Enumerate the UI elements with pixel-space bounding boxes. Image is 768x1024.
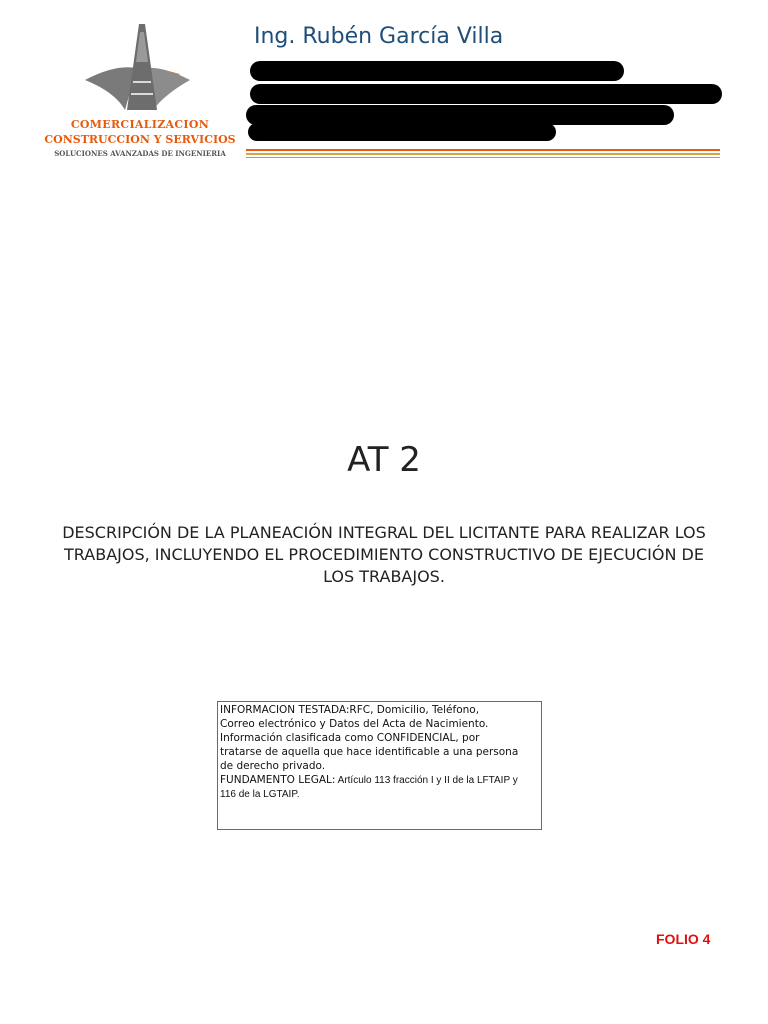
description-line-2: TRABAJOS, INCLUYENDO EL PROCEDIMIENTO CONSTRUCTIVO DE EJECUCIÓN DE bbox=[64, 545, 704, 564]
redaction-bar-4 bbox=[248, 123, 556, 141]
notice-line-1: INFORMACION TESTADA:RFC, Domicilio, Teléfono, bbox=[220, 704, 480, 716]
tower-emblem-icon bbox=[85, 22, 195, 117]
notice-line-2: Correo electrónico y Datos del Acta de Nacimiento. bbox=[220, 718, 489, 730]
folio-number: FOLIO 4 bbox=[656, 931, 711, 947]
company-logo bbox=[40, 22, 240, 162]
notice-line-5: de derecho privado. bbox=[220, 760, 326, 772]
header-divider-orange bbox=[246, 149, 720, 151]
legal-label: FUNDAMENTO LEGAL: bbox=[220, 774, 336, 786]
header-name: Ing. Rubén García Villa bbox=[254, 24, 504, 49]
document-title: AT 2 bbox=[347, 440, 421, 480]
redaction-bar-1 bbox=[250, 61, 624, 81]
legal-text-1: Artículo 113 fracción I y II de la LFTAIP y bbox=[335, 775, 518, 786]
document-description bbox=[44, 522, 724, 588]
notice-line-4: tratarse de aquella que hace identificable a una persona bbox=[220, 746, 519, 758]
confidential-notice-box bbox=[217, 701, 542, 830]
header-divider-gold bbox=[246, 153, 720, 155]
logo-text-line-1: COMERCIALIZACION bbox=[70, 118, 210, 131]
redaction-bar-3 bbox=[246, 105, 674, 125]
legal-basis-line bbox=[220, 773, 539, 788]
legal-text-2: 116 de la LGTAIP. bbox=[220, 789, 300, 800]
logo-text-line-2: CONSTRUCCION Y SERVICIOS bbox=[44, 133, 236, 146]
header-divider-grey bbox=[246, 157, 720, 158]
notice-line-3: Información clasificada como CONFIDENCIAL, por bbox=[220, 732, 480, 744]
logo-text-line-3: SOLUCIONES AVANZADAS DE INGENIERIA bbox=[54, 149, 226, 158]
description-line-3: LOS TRABAJOS. bbox=[323, 567, 445, 586]
redaction-bar-2 bbox=[250, 84, 722, 104]
description-line-1: DESCRIPCIÓN DE LA PLANEACIÓN INTEGRAL DEL LICITANTE PARA REALIZAR LOS bbox=[62, 523, 706, 542]
